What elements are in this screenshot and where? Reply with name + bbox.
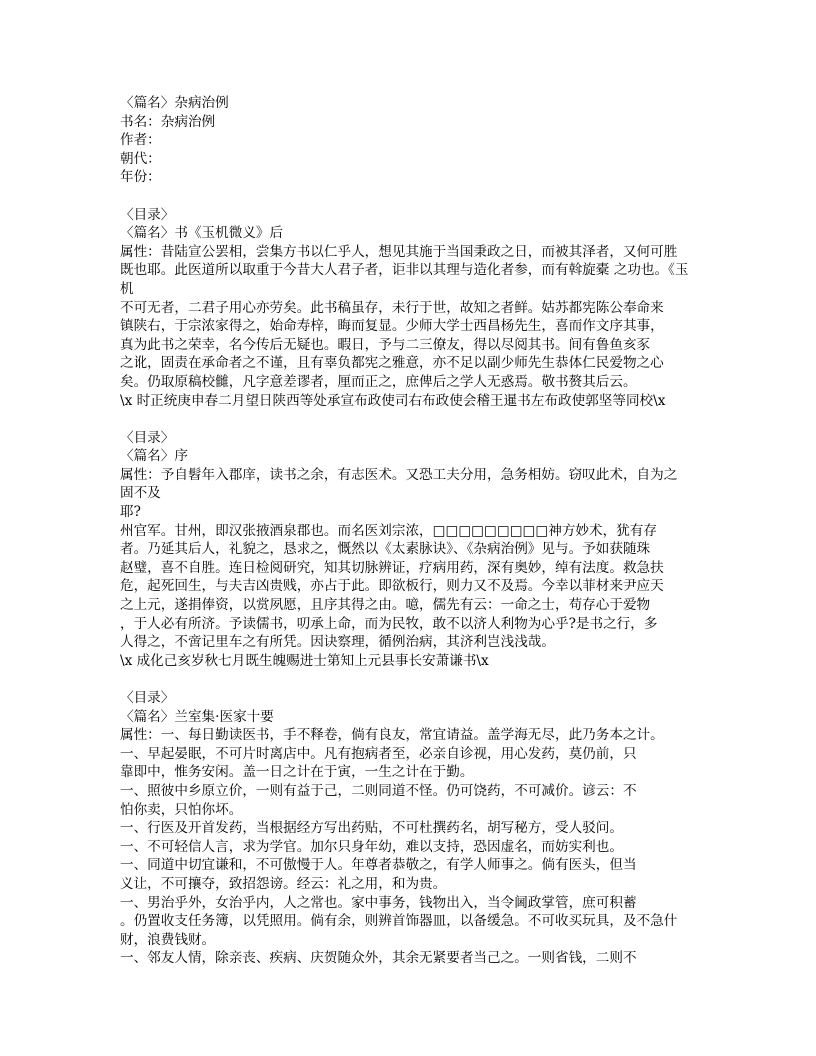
text-line: 〈目录〉	[120, 429, 175, 446]
text-line: 财，浪费钱财。	[120, 931, 216, 948]
text-line: 朝代：	[120, 150, 161, 167]
text-line: 机	[120, 280, 134, 297]
text-line: 年份：	[120, 169, 161, 186]
text-line: 书名：杂病治例	[120, 113, 216, 130]
text-line: 之上元，遂捐俸资，以赏夙愿，且序其得之由。噫，儒先有云：一命之士，苟存心于爱物	[120, 597, 651, 614]
text-line: 不可无者，二君子用心亦劳矣。此书稿虽存，未行于世，故知之者鲜。姑苏都宪陈公奉命来	[120, 299, 664, 316]
text-line: 危，起死回生，与夫吉凶贵贱，亦占于此。即欲板行，则力又不及焉。今幸以菲材来尹应天	[120, 578, 664, 595]
text-line: 赵璧，喜不自胜。连日检阅研究，知其切脉辨证，疗病用药，深有奥妙，绰有法度。救急扶	[120, 559, 664, 576]
blank-line	[120, 187, 700, 206]
text-line: 属性：予自髫年入郡庠，读书之余，有志医术。又恐工夫分用，急务相妨。窃叹此术，自为之	[120, 466, 678, 483]
text-line: 〈目录〉	[120, 206, 175, 223]
blank-line	[120, 410, 700, 429]
text-line: 。仍置收支任务簿，以凭照用。倘有余，则辨首饰器皿，以备缓急。不可收买玩具，及不急什	[120, 913, 678, 930]
text-line: \x 成化己亥岁秋七月既生魄赐进士第知上元县事长安萧谦书\x	[120, 652, 489, 669]
text-line: 〈篇名〉兰室集·医家十要	[120, 708, 274, 725]
text-line: 人得之，不啻记里车之有所凭。因诀察理，循例治病，其济利岂浅浅哉。	[120, 634, 555, 651]
document-page	[120, 94, 700, 968]
text-line: 既也耶。此医道所以取重于今昔大人君子者，讵非以其理与造化者参，而有斡旋橐 之功也。《玉	[120, 262, 689, 279]
text-line: 一、早起晏眠，不可片时离店中。凡有抱病者至，必亲自诊视，用心发药，莫仍前，只	[120, 745, 637, 762]
text-line: 属性：一、每日勤读医书，手不释卷，倘有良友，常宜请益。盖学海无尽，此乃务本之计。	[120, 727, 664, 744]
text-line: 怕你卖，只怕你坏。	[120, 801, 243, 818]
text-line: 〈篇名〉序	[120, 448, 188, 465]
text-line: \x 时正统庚申春二月望日陕西等处承宣布政使司右布政使会稽王暹书左布政使郭坚等同校\x	[120, 392, 666, 409]
text-line: 〈目录〉	[120, 690, 175, 706]
text-line: 一、照彼中乡原立价，一则有益于己，二则同道不怪。仍可饶药，不可减价。谚云：不	[120, 782, 637, 799]
text-line: 一、行医及开首发药，当根据经方写出药贴，不可杜撰药名，胡写秘方，受人驳问。	[120, 820, 623, 837]
text-line: 镇陕右，于宗浓家得之，始命寿梓，晦而复显。少师大学士西昌杨先生，喜而作文序其事，	[120, 318, 664, 335]
text-line: 固不及	[120, 485, 161, 502]
text-line: 者。乃延其后人，礼貌之，恳求之，慨然以《太素脉诀》、《杂病治例》见与。予如获随珠	[120, 541, 651, 558]
text-line: 〈篇名〉杂病治例	[120, 95, 229, 111]
text-line: ，于人必有所济。予读儒书，叨承上命，而为民牧，敢不以济人利物为心乎?是书之行，多	[120, 615, 658, 632]
text-line: 耶?	[120, 504, 141, 521]
text-line: 之讹，固责在承命者之不谨，且有辜负都宪之雅意，亦不足以副少师先生恭体仁民爱物之心	[120, 355, 664, 372]
text-line: 〈篇名〉书《玉机微义》后	[120, 225, 284, 242]
text-line: 靠即中，惟务安闲。盖一日之计在于寅，一生之计在于勤。	[120, 764, 474, 781]
text-line: 州官军。甘州，即汉张掖酒泉郡也。而名医刘宗浓，□□□□□□□□□神方妙术，犹有存	[120, 522, 657, 539]
blank-line	[120, 670, 700, 689]
text-line: 一、邻友人情，除亲丧、疾病、庆贺随众外，其余无紧要者当己之。一则省钱，二则不	[120, 950, 637, 967]
text-line: 矣。仍取原稿校雠，凡字意差谬者，厘而正之，庶俾后之学人无惑焉。敬书赘其后云。	[120, 373, 637, 390]
text-line: 一、男治乎外，女治乎内，人之常也。家中事务，钱物出入，当令阃政掌管，庶可积蓄	[120, 894, 637, 911]
text-line: 一、不可轻信人言，求为学官。加尔只身年幼，难以支持，恐因虚名，而妨实利也。	[120, 838, 623, 855]
text-line: 作者：	[120, 132, 161, 149]
text-line: 一、同道中切宜谦和，不可傲慢于人。年尊者恭敬之，有学人师事之。倘有医头，但当	[120, 857, 637, 874]
text-line: 真为此书之荣幸，名今传后无疑也。暇日，予与二三僚友，得以尽阅其书。间有鲁鱼亥豕	[120, 336, 651, 353]
text-line: 属性：昔陆宣公罢相，尝集方书以仁乎人，想见其施于当国秉政之日，而被其泽者，又何可胜	[120, 243, 678, 260]
text-line: 义让，不可攘夺，致招怨谤。经云：礼之用，和为贵。	[120, 875, 447, 892]
